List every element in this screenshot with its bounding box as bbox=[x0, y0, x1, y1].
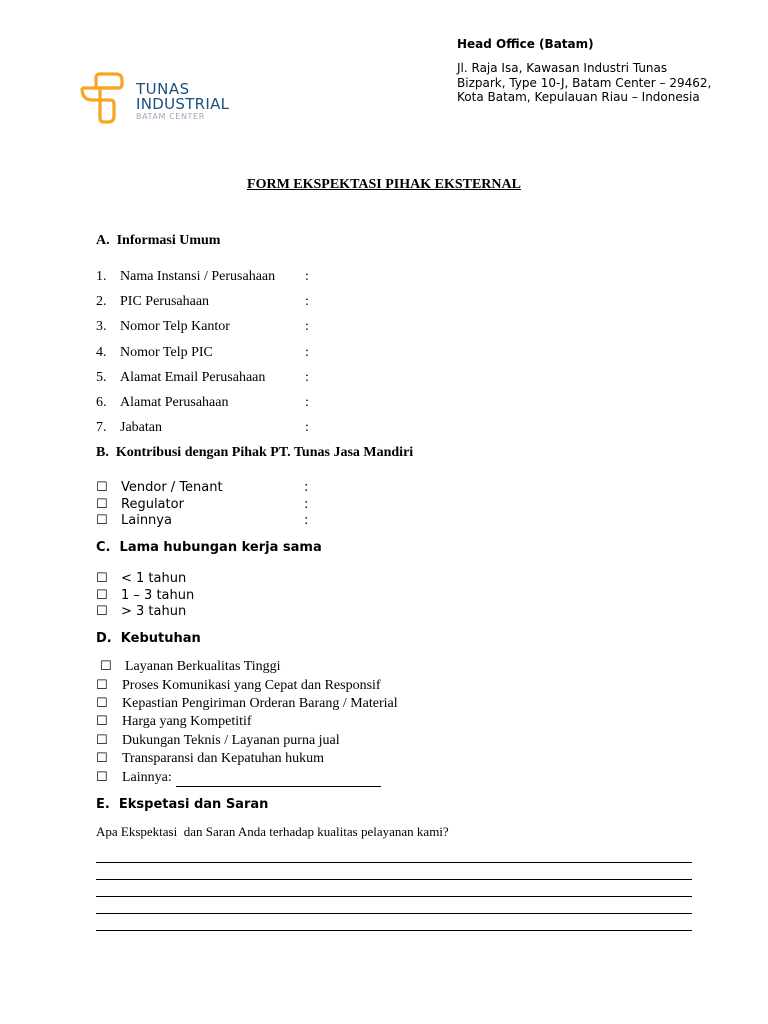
address-line: Kota Batam, Kepulauan Riau – Indonesia bbox=[457, 90, 700, 104]
option-label: 1 – 3 tahun bbox=[121, 588, 195, 603]
field-number: 1. bbox=[96, 269, 107, 284]
checkbox-icon[interactable]: ☐ bbox=[96, 604, 108, 619]
field-label: Nama Instansi / Perusahaan bbox=[120, 269, 276, 284]
section-e-heading: E. Ekspetasi dan Saran bbox=[96, 797, 269, 812]
option-label: > 3 tahun bbox=[121, 604, 187, 619]
field-label: Jabatan bbox=[120, 420, 162, 435]
field-label: Alamat Email Perusahaan bbox=[120, 370, 266, 385]
checkbox-icon[interactable]: ☐ bbox=[96, 678, 108, 693]
option-colon: : bbox=[304, 480, 309, 495]
checkbox-icon[interactable]: ☐ bbox=[96, 513, 108, 528]
field-number: 3. bbox=[96, 319, 107, 334]
field-number: 7. bbox=[96, 420, 107, 435]
section-b-heading: B. Kontribusi dengan Pihak PT. Tunas Jasa Mandiri bbox=[96, 445, 414, 460]
field-colon: : bbox=[305, 370, 309, 385]
company-logo bbox=[78, 70, 238, 126]
option-label: Kepastian Pengiriman Orderan Barang / Material bbox=[122, 696, 398, 711]
field-label: Nomor Telp Kantor bbox=[120, 319, 230, 334]
brand-name-line2: INDUSTRIAL bbox=[136, 95, 230, 113]
brand-name-line1: TUNAS bbox=[136, 80, 190, 98]
address-line: Jl. Raja Isa, Kawasan Industri Tunas bbox=[457, 61, 668, 75]
question-text: Apa Ekspektasi dan Saran Anda terhadap kualitas pelayanan kami? bbox=[96, 824, 449, 839]
field-colon: : bbox=[305, 395, 309, 410]
option-label: Lainnya: bbox=[122, 770, 172, 785]
checkbox-icon[interactable]: ☐ bbox=[96, 497, 108, 512]
checkbox-icon[interactable]: ☐ bbox=[96, 588, 108, 603]
option-colon: : bbox=[304, 497, 309, 512]
answer-line[interactable] bbox=[96, 896, 692, 897]
checkbox-icon[interactable]: ☐ bbox=[96, 696, 108, 711]
checkbox-icon[interactable]: ☐ bbox=[100, 659, 112, 674]
field-number: 5. bbox=[96, 370, 107, 385]
field-number: 4. bbox=[96, 345, 107, 360]
form-title: FORM EKSPEKTASI PIHAK EKSTERNAL bbox=[247, 177, 521, 192]
option-label: Regulator bbox=[121, 497, 184, 512]
section-c-heading: C. Lama hubungan kerja sama bbox=[96, 540, 322, 555]
field-colon: : bbox=[305, 319, 309, 334]
field-colon: : bbox=[305, 420, 309, 435]
field-colon: : bbox=[305, 345, 309, 360]
checkbox-icon[interactable]: ☐ bbox=[96, 751, 108, 766]
field-colon: : bbox=[305, 294, 309, 309]
checkbox-icon[interactable]: ☐ bbox=[96, 733, 108, 748]
answer-line[interactable] bbox=[96, 879, 692, 880]
option-label: < 1 tahun bbox=[121, 571, 187, 586]
field-number: 2. bbox=[96, 294, 107, 309]
field-colon: : bbox=[305, 269, 309, 284]
option-colon: : bbox=[304, 513, 309, 528]
field-number: 6. bbox=[96, 395, 107, 410]
brand-tagline: BATAM CENTER bbox=[136, 112, 205, 121]
option-label: Proses Komunikasi yang Cepat dan Responsif bbox=[122, 678, 381, 693]
checkbox-icon[interactable]: ☐ bbox=[96, 770, 108, 785]
section-d-heading: D. Kebutuhan bbox=[96, 631, 201, 646]
option-label: Vendor / Tenant bbox=[121, 480, 223, 495]
option-label: Dukungan Teknis / Layanan purna jual bbox=[122, 733, 340, 748]
field-label: Alamat Perusahaan bbox=[120, 395, 229, 410]
answer-line[interactable] bbox=[96, 913, 692, 914]
head-office-address bbox=[457, 61, 711, 105]
option-label: Layanan Berkualitas Tinggi bbox=[125, 659, 281, 674]
checkbox-icon[interactable]: ☐ bbox=[96, 714, 108, 729]
checkbox-icon[interactable]: ☐ bbox=[96, 480, 108, 495]
option-label: Transparansi dan Kepatuhan hukum bbox=[122, 751, 325, 766]
head-office-title: Head Office (Batam) bbox=[457, 37, 594, 51]
option-label: Lainnya bbox=[121, 513, 172, 528]
answer-line[interactable] bbox=[96, 930, 692, 931]
field-label: Nomor Telp PIC bbox=[120, 345, 213, 360]
section-a-heading: A. Informasi Umum bbox=[96, 233, 221, 248]
option-label: Harga yang Kompetitif bbox=[122, 714, 252, 729]
field-label: PIC Perusahaan bbox=[120, 294, 210, 309]
checkbox-icon[interactable]: ☐ bbox=[96, 571, 108, 586]
address-line: Bizpark, Type 10-J, Batam Center – 29462, bbox=[457, 75, 712, 90]
other-fill-line[interactable] bbox=[176, 772, 381, 787]
answer-line[interactable] bbox=[96, 862, 692, 863]
tunas-logo-icon bbox=[78, 70, 130, 124]
